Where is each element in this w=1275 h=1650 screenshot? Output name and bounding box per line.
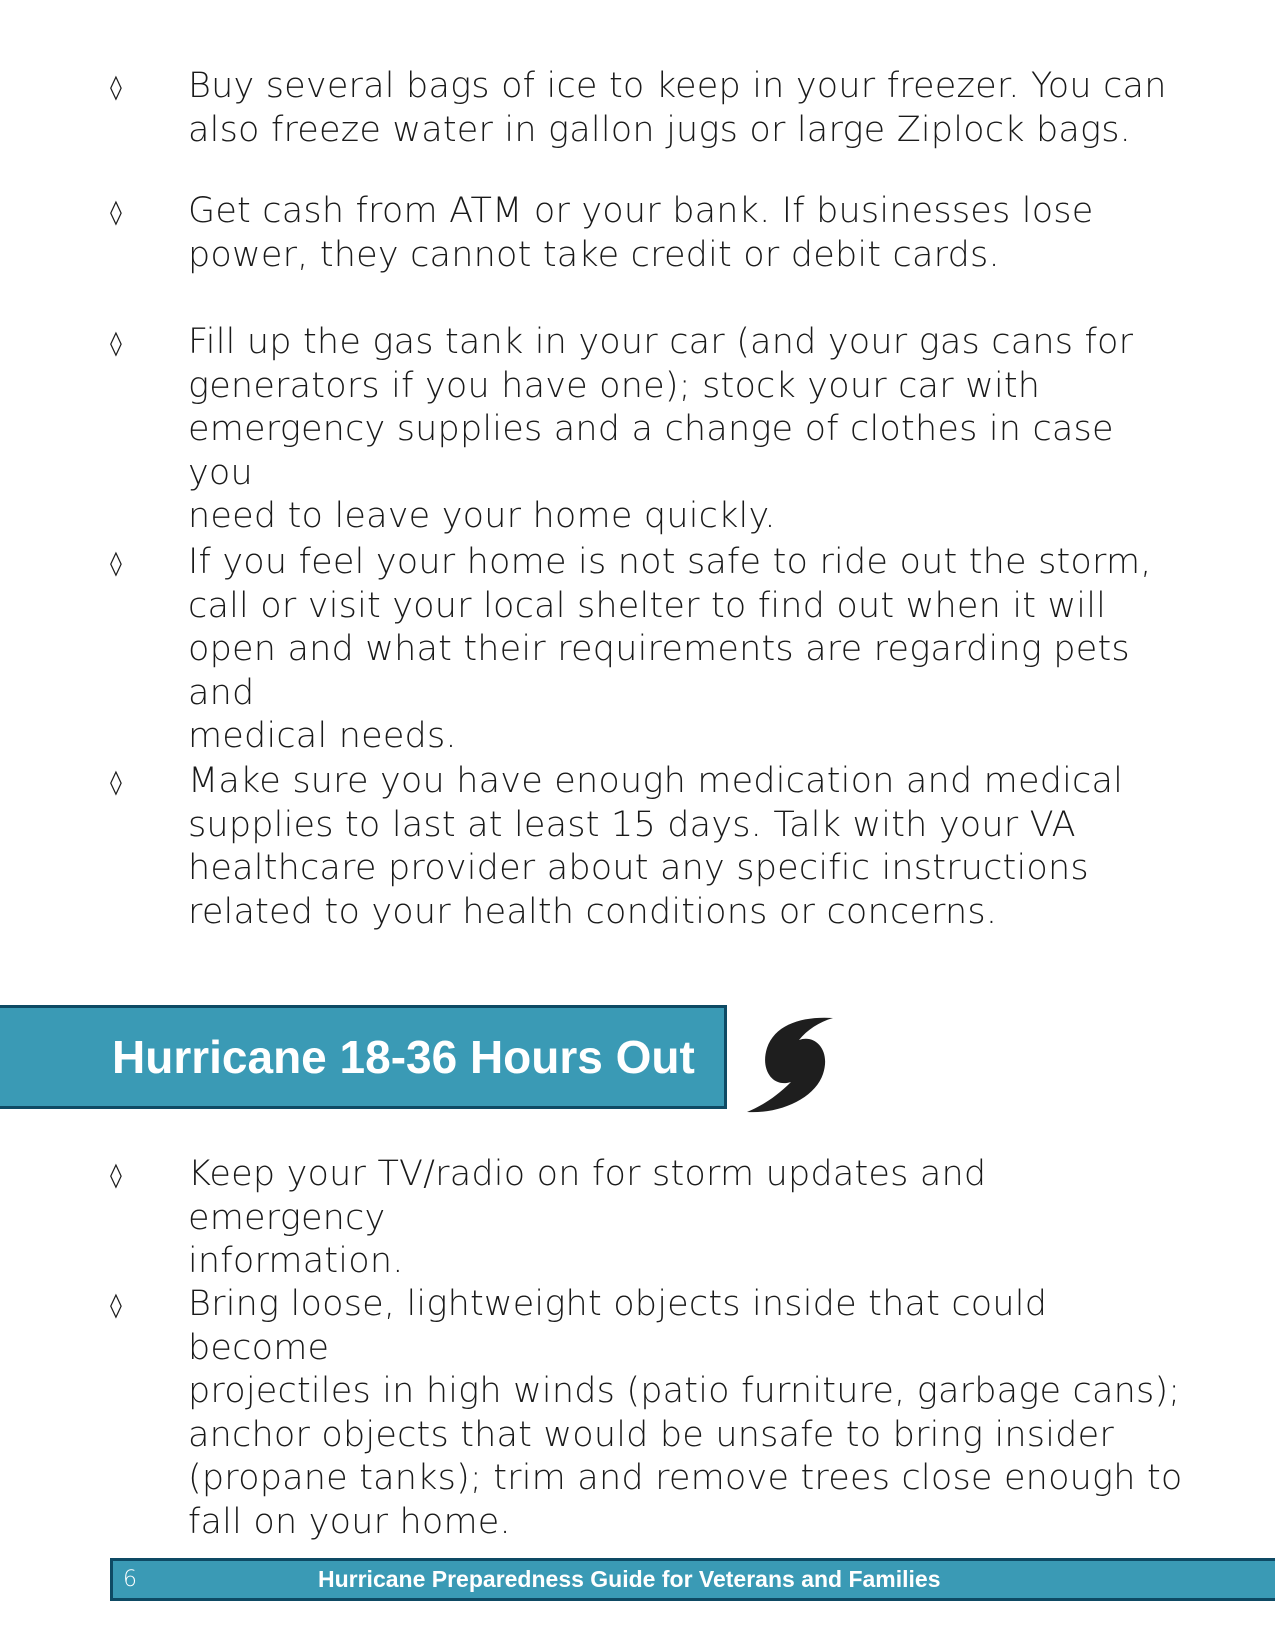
diamond-bullet-icon: ◊ bbox=[110, 1291, 122, 1319]
footer-bar bbox=[110, 1558, 1275, 1601]
diamond-bullet-icon: ◊ bbox=[110, 329, 122, 357]
list-item-text: Keep your TV/radio on for storm updates and emergency information. bbox=[188, 1154, 987, 1281]
list-item-text: Fill up the gas tank in your car (and your gas cans for generators if you have one); stock your car with emergency supplies and a change of clothes in case you need to leave your home quickly. bbox=[188, 322, 1134, 536]
diamond-bullet-icon: ◊ bbox=[110, 549, 122, 577]
section-title: Hurricane 18-36 Hours Out bbox=[112, 1031, 695, 1083]
diamond-bullet-icon: ◊ bbox=[110, 1161, 122, 1189]
list-item-text: Get cash from ATM or your bank. If businesses lose power, they cannot take credit or debit cards. bbox=[188, 191, 1094, 275]
footer-title: Hurricane Preparedness Guide for Veterans and Families bbox=[318, 1566, 941, 1592]
list-item-text: Bring loose, lightweight objects inside that could become projectiles in high winds (patio furniture, garbage cans); anchor objects that would be unsafe to bring insider (propane tanks); trim and remove trees close enough to fall on your home. bbox=[188, 1284, 1183, 1542]
list-item-text: Buy several bags of ice to keep in your freezer. You can also freeze water in gallon jugs or large Ziplock bags. bbox=[188, 66, 1167, 150]
section-banner bbox=[0, 1005, 727, 1109]
diamond-bullet-icon: ◊ bbox=[110, 768, 122, 796]
diamond-bullet-icon: ◊ bbox=[110, 73, 122, 101]
page-number: 6 bbox=[123, 1567, 137, 1592]
diamond-bullet-icon: ◊ bbox=[110, 198, 122, 226]
list-item-text: If you feel your home is not safe to ride out the storm, call or visit your local shelter to find out when it will open and what their requirements are regarding pets and medical needs. bbox=[188, 542, 1152, 756]
list-item-text: Make sure you have enough medication and medical supplies to last at least 15 days. Talk with your VA healthcare provider about any specific instructions related to your health conditions or concerns. bbox=[188, 761, 1124, 932]
hurricane-icon bbox=[745, 1010, 835, 1115]
